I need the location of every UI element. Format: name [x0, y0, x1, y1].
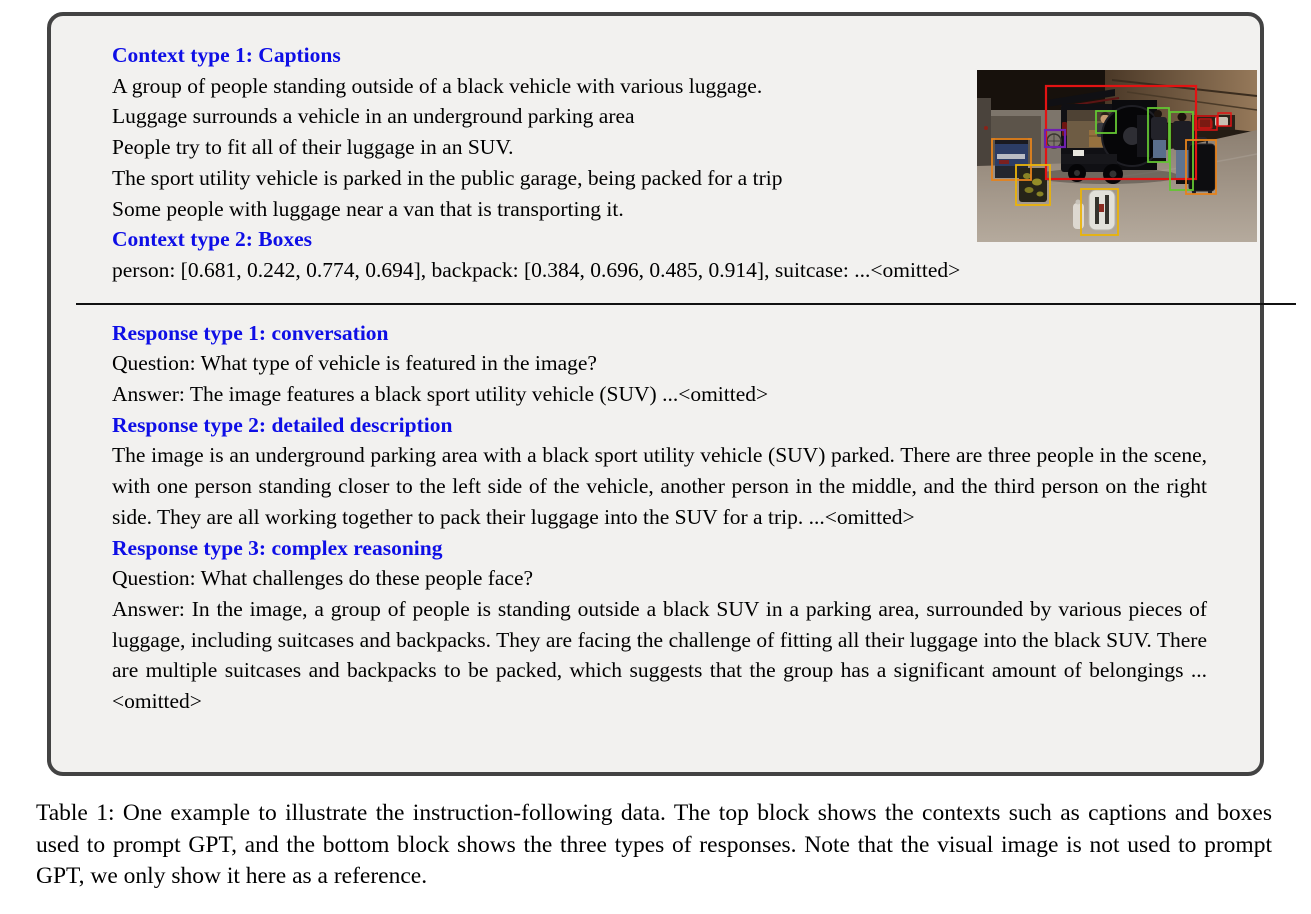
context-type-2-heading: Context type 2: Boxes: [112, 227, 313, 252]
caption-line-5: Some people with luggage near a van that is transporting it.: [112, 196, 624, 221]
bicycle: [1047, 134, 1061, 148]
caption-line-1: A group of people standing outside of a black vehicle with various luggage.: [112, 73, 763, 98]
garage-photo: [977, 70, 1257, 242]
person-middle: [1151, 110, 1167, 162]
figure-example-box: [47, 12, 1264, 776]
response-type-1-heading: Response type 1: conversation: [112, 320, 389, 345]
block-divider: [76, 303, 1296, 305]
boxes-coordinates-line: person: [0.681, 0.242, 0.774, 0.694], backpack: [0.384, 0.696, 0.485, 0.914], suitcase: ...<omitted>: [112, 257, 961, 282]
caption-line-4: The sport utility vehicle is parked in the public garage, being packed for a trip: [112, 165, 783, 190]
response-type-3-heading: Response type 3: complex reasoning: [112, 535, 443, 560]
distant-cars: [1191, 115, 1235, 130]
context-type-1-heading: Context type 1: Captions: [112, 43, 341, 67]
response-2-description: The image is an underground parking area with a black sport utility vehicle (SUV) parked. There are three people in the scene, with one person standing closer to the left side of the vehicle, another person in the middle, and the third person on the right side. They are all working together to pack their luggage into the SUV for a trip. ...<omitted>: [112, 443, 1207, 529]
response-1-answer: Answer: The image features a black sport utility vehicle (SUV) ...<omitted>: [112, 382, 769, 407]
response-1-question: Question: What type of vehicle is featured in the image?: [112, 351, 597, 376]
response-3-question: Question: What challenges do these people face?: [112, 566, 534, 591]
caption-line-3: People try to fit all of their luggage in an SUV.: [112, 135, 514, 160]
response-block: [112, 318, 1207, 717]
response-3-answer: Answer: In the image, a group of people is standing outside a black SUV in a parking area, surrounded by various pieces of luggage, including suitcases and backpacks. They are facing the challenge of fitting all their luggage into the black SUV. There are multiple suitcases and backpacks to be packed, which suggests that the group has a significant amount of belongings ...<omitted>: [112, 596, 1207, 714]
table-caption: Table 1: One example to illustrate the instruction-following data. The top block shows the contexts such as captions and boxes used to prompt GPT, and the bottom block shows the three types of responses. Note that the visual image is not used to prompt GPT, we only show it here as a reference.: [36, 800, 1272, 889]
yellow-speckled-bag: [1019, 168, 1047, 202]
response-type-2-heading: Response type 2: detailed description: [112, 412, 453, 437]
caption-line-2: Luggage surrounds a vehicle in an underground parking area: [112, 104, 635, 129]
